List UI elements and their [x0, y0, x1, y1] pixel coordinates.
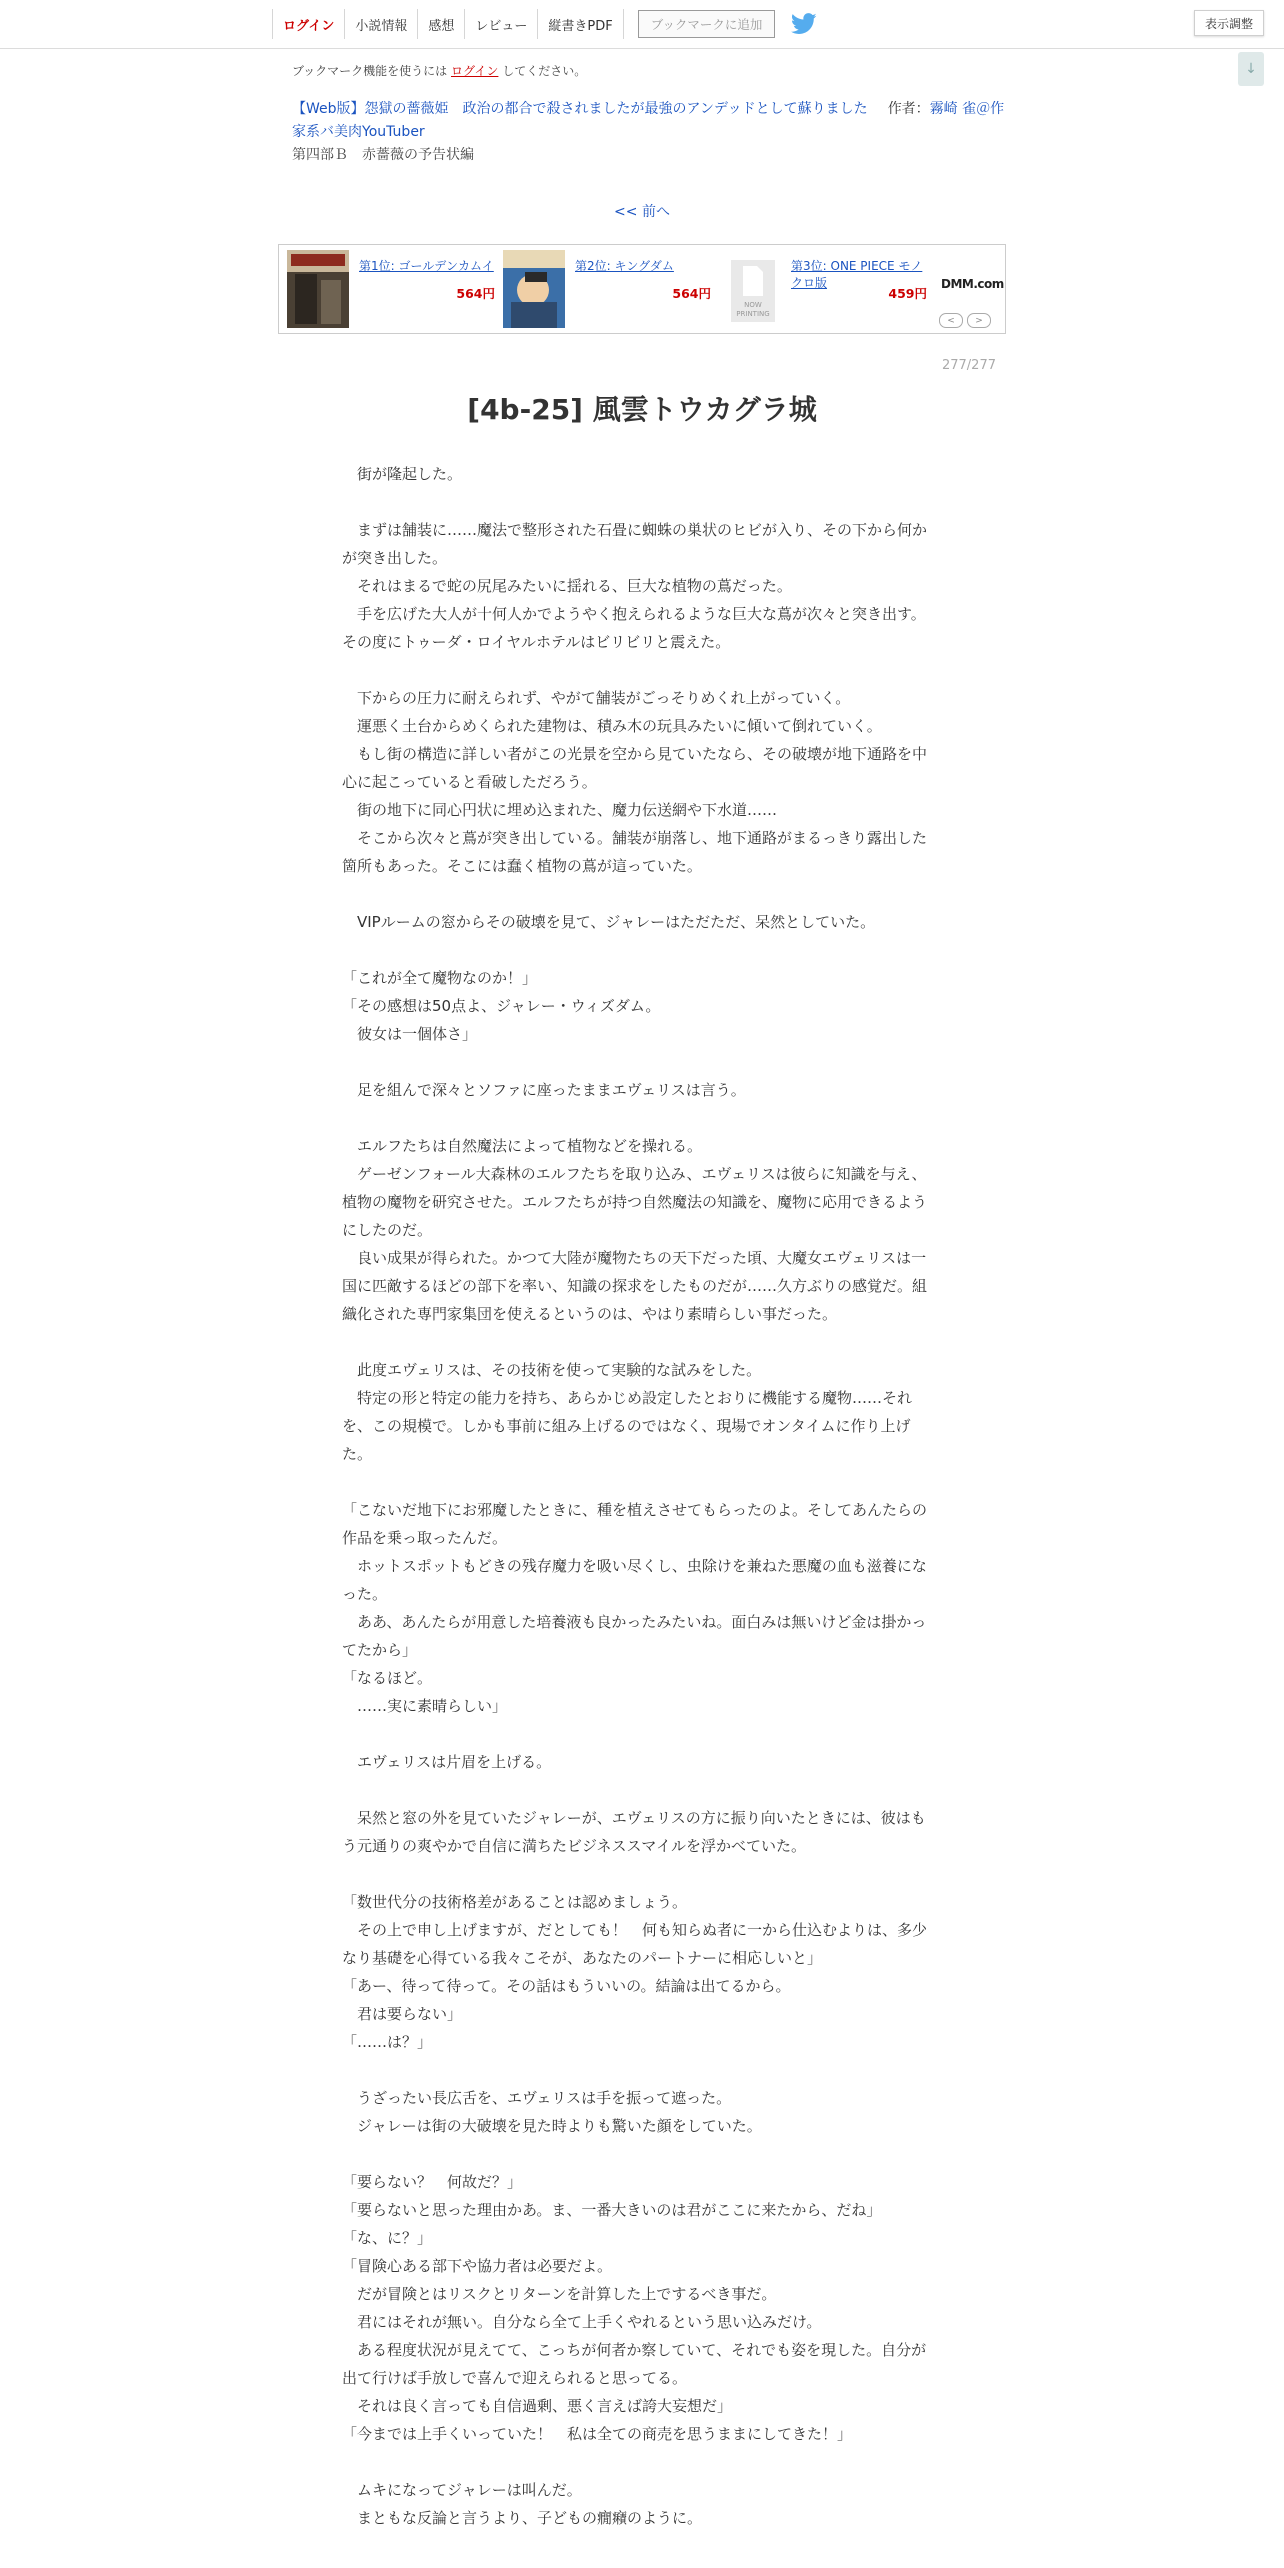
body-paragraph: ゲーゼンフォール大森林のエルフたちを取り込み、エヴェリスは彼らに知識を与え、植物の魔物を研究させた。エルフたちが持つ自然魔法の知識を、魔物に応用できるようにしたのだ。	[342, 1165, 928, 1239]
blank-line	[342, 1468, 938, 1496]
body-paragraph: 「数世代分の技術格差があることは認めましょう。	[342, 1893, 688, 1911]
top-nav-bar	[0, 0, 1284, 49]
body-paragraph: もし街の構造に詳しい者がこの光景を空から見ていたなら、その破壊が地下通路を中心に起こっていると看破しただろう。	[342, 745, 928, 791]
book-cover-2[interactable]	[503, 250, 565, 328]
blank-line	[342, 1328, 938, 1356]
body-paragraph: 彼女は一個体さ」	[342, 1025, 478, 1043]
body-paragraph: 街が隆起した。	[342, 465, 463, 483]
body-paragraph: VIPルームの窓からその破壊を見て、ジャレーはただただ、呆然としていた。	[342, 913, 876, 931]
ranking-ad-box	[278, 244, 1006, 334]
novel-title-link[interactable]: 【Web版】怨獄の薔薇姫 政治の都合で殺されましたが最強のアンデッドとして蘇りました	[292, 101, 868, 117]
chapter-group-title: 第四部Ｂ 赤薔薇の予告状編	[292, 147, 474, 163]
add-bookmark-button[interactable]: ブックマークに追加	[638, 10, 776, 38]
body-paragraph: 足を組んで深々とソファに座ったままエヴェリスは言う。	[342, 1081, 746, 1099]
body-paragraph: ある程度状況が見えてて、こっちが何者か察していて、それでも姿を現した。自分が出て行けば手放しで喜んで迎えられると思ってる。	[342, 2341, 927, 2387]
nav-impressions-link[interactable]: 感想	[417, 9, 464, 39]
body-paragraph: 「こないだ地下にお邪魔したときに、種を植えさせてもらったのよ。そしてあんたらの作品を乗っ取ったんだ。	[342, 1501, 928, 1547]
blank-line	[342, 1720, 938, 1748]
bookmark-notice-suffix: してください。	[502, 64, 587, 78]
body-paragraph: 下からの圧力に耐えられず、やがて舗装がごっそりめくれ上がっていく。	[342, 689, 851, 707]
blank-line	[342, 2448, 938, 2476]
nav-novel-info-link[interactable]: 小説情報	[344, 9, 417, 39]
author-link[interactable]: 霧崎 雀＠作家系バ美肉YouTuber	[292, 101, 1005, 140]
nav-review-link[interactable]: レビュー	[464, 9, 537, 39]
dmm-logo[interactable]: DMM.com	[941, 277, 1004, 291]
body-paragraph: 君は要らない」	[342, 2005, 463, 2023]
blank-page-icon	[741, 266, 765, 296]
blank-line	[342, 1104, 938, 1132]
body-paragraph: 「あー、待って待って。その話はもういいの。結論は出てるから。	[342, 1977, 791, 1995]
ad-price-3: 459円	[888, 286, 927, 301]
body-paragraph: ホットスポットもどきの残存魔力を吸い尽くし、虫除けを兼ねた悪魔の血も滋養になった。	[342, 1557, 927, 1603]
blank-line	[342, 1776, 938, 1804]
nav-vertical-pdf-link[interactable]: 縦書きPDF	[537, 9, 623, 39]
page-counter: 277/277	[941, 358, 996, 373]
novel-body-text	[342, 460, 938, 2532]
body-paragraph: ああ、あんたらが用意した培養液も良かったみたいね。面白みは無いけど金は掛かってたから」	[342, 1613, 927, 1659]
bookmark-login-notice	[292, 62, 586, 79]
book-cover-1[interactable]	[287, 250, 349, 328]
ad-title-2[interactable]: 第2位: キングダム	[575, 259, 674, 273]
body-paragraph: まともな反論と言うより、子どもの癇癪のように。	[342, 2509, 703, 2527]
body-paragraph: 「その感想は50点よ、ジャレー・ウィズダム。	[342, 997, 661, 1015]
blank-line	[342, 936, 938, 964]
body-paragraph: 「……は？」	[342, 2033, 433, 2051]
body-paragraph: 特定の形と特定の能力を持ち、あらかじめ設定したとおりに機能する魔物……それを、この規模で。しかも事前に組み上げるのではなく、現場でオンタイムに作り上げた。	[342, 1389, 913, 1463]
nav-login-link[interactable]: ログイン	[272, 9, 344, 39]
blank-line	[342, 1860, 938, 1888]
blank-line	[342, 1048, 938, 1076]
body-paragraph: 「今までは上手くいっていた！ 私は全ての商売を思うままにしてきた！」	[342, 2425, 853, 2443]
novel-title-line	[292, 98, 1012, 144]
display-settings-button[interactable]: 表示調整	[1194, 10, 1264, 36]
blank-line	[342, 2056, 938, 2084]
blank-line	[342, 880, 938, 908]
ad-item-3[interactable]	[719, 250, 927, 328]
now-printing-label: NOW PRINTING	[736, 301, 770, 318]
body-paragraph: ジャレーは街の大破壊を見た時よりも驚いた顔をしていた。	[342, 2117, 762, 2135]
body-paragraph: 此度エヴェリスは、その技術を使って実験的な試みをした。	[342, 1361, 762, 1379]
ad-price-2: 564円	[672, 286, 711, 301]
ad-item-2[interactable]	[503, 250, 711, 328]
scroll-down-button[interactable]: ↓	[1238, 52, 1264, 86]
body-paragraph: 「冒険心ある部下や協力者は必要だよ。	[342, 2257, 613, 2275]
body-paragraph: 運悪く土台からめくられた建物は、積み木の玩具みたいに傾いて倒れていく。	[342, 717, 882, 735]
body-paragraph: だが冒険とはリスクとリターンを計算した上でするべき事だ。	[342, 2285, 777, 2303]
author-label: 作者：	[887, 101, 930, 117]
body-paragraph: 「要らない？ 何故だ？」	[342, 2173, 523, 2191]
body-paragraph: 「なるほど。	[342, 1669, 433, 1687]
body-paragraph: 「これが全て魔物なのか！」	[342, 969, 538, 987]
blank-line	[342, 2140, 938, 2168]
body-paragraph: ……実に素晴らしい」	[342, 1697, 508, 1715]
ad-carousel-controls	[939, 313, 991, 328]
body-paragraph: 手を広げた大人が十何人かでようやく抱えられるような巨大な蔦が次々と突き出す。その度にトゥーダ・ロイヤルホテルはビリビリと震えた。	[342, 605, 926, 651]
body-paragraph: エヴェリスは片眉を上げる。	[342, 1753, 552, 1771]
twitter-bird-icon[interactable]	[791, 13, 817, 35]
ad-next-arrow[interactable]: >	[967, 313, 991, 328]
ad-prev-arrow[interactable]: <	[939, 313, 963, 328]
nav-menu	[272, 0, 817, 48]
body-paragraph: 良い成果が得られた。かつて大陸が魔物たちの天下だった頃、大魔女エヴェリスは一国に匹敵するほどの部下を率い、知識の探求をしたものだが……久方ぶりの感覚だ。組織化された専門家集団を使えるというのは、やはり素晴らしい事だった。	[342, 1249, 928, 1323]
blank-line	[342, 656, 938, 684]
ad-price-1: 564円	[456, 286, 495, 301]
body-paragraph: エルフたちは自然魔法によって植物などを操れる。	[342, 1137, 703, 1155]
prev-chapter-link[interactable]: << 前へ	[614, 204, 670, 220]
ad-item-1[interactable]	[287, 250, 495, 328]
blank-line	[342, 488, 938, 516]
body-paragraph: ムキになってジャレーは叫んだ。	[342, 2481, 582, 2499]
ad-title-1[interactable]: 第1位: ゴールデンカムイ	[359, 259, 494, 273]
ad-title-3[interactable]: 第3位: ONE PIECE モノクロ版	[791, 259, 923, 290]
body-paragraph: 街の地下に同心円状に埋め込まれた、魔力伝送網や下水道……	[342, 801, 778, 819]
body-paragraph: それは良く言っても自信過剰、悪く言えば誇大妄想だ」	[342, 2397, 733, 2415]
bookmark-notice-login-link[interactable]: ログイン	[451, 64, 499, 78]
body-paragraph: それはまるで蛇の尻尾みたいに揺れる、巨大な植物の蔦だった。	[342, 577, 792, 595]
body-paragraph: その上で申し上げますが、だとしても！ 何も知らぬ者に一から仕込むよりは、多少なり基礎を心得ている我々こそが、あなたのパートナーに相応しいと」	[342, 1921, 928, 1967]
body-paragraph: 「な、に？」	[342, 2229, 433, 2247]
bookmark-notice-prefix: ブックマーク機能を使うには	[292, 64, 448, 78]
body-paragraph: まずは舗装に……魔法で整形された石畳に蜘蛛の巣状のヒビが入り、その下から何かが突き出した。	[342, 521, 928, 567]
now-printing-placeholder[interactable]	[731, 260, 775, 322]
body-paragraph: 呆然と窓の外を見ていたジャレーが、エヴェリスの方に振り向いたときには、彼はもう元通りの爽やかで自信に満ちたビジネススマイルを浮かべていた。	[342, 1809, 926, 1855]
body-paragraph: 君にはそれが無い。自分なら全て上手くやれるという思い込みだけ。	[342, 2313, 822, 2331]
body-paragraph: 「要らないと思った理由かあ。ま、一番大きいのは君がここに来たから、だね」	[342, 2201, 882, 2219]
body-paragraph: そこから次々と蔦が突き出している。舗装が崩落し、地下通路がまるっきり露出した箇所もあった。そこには蠢く植物の蔦が這っていた。	[342, 829, 928, 875]
chapter-title: [4b-25] 風雲トウカグラ城	[467, 393, 817, 426]
body-paragraph: うざったい長広舌を、エヴェリスは手を振って遮った。	[342, 2089, 732, 2107]
